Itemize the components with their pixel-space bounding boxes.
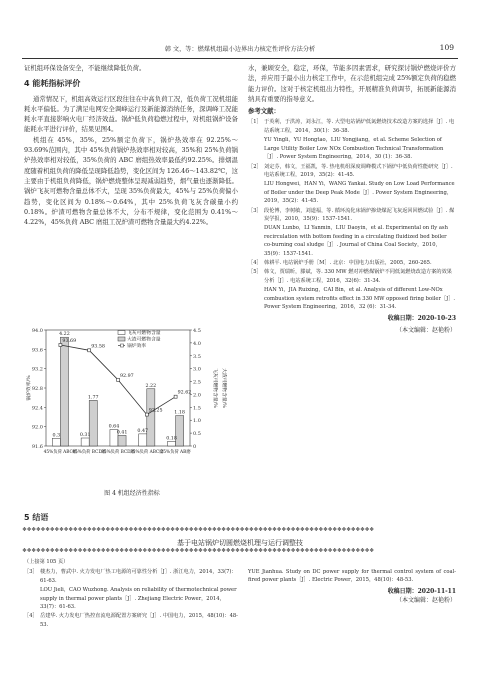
left-tick-label: 92.4: [31, 405, 43, 412]
reference-number: ［5］: [248, 269, 262, 276]
reference-text: DUAN Lunbo，LI Yanmin，LIU Daoyin，et al. Experimental on fly ash recirculation with bottom feeding in a circulating fluidized bed boiler co-burning coal sludge［J］. Journal of China Coal Society，2010，35(9)：1537-1541.: [264, 225, 448, 257]
left-tick-label: 91.6: [31, 444, 43, 450]
right-tick-label: 0: [193, 444, 197, 450]
right-tick-label: 4.5: [193, 328, 201, 334]
left-tick-label: 92.0: [31, 424, 43, 431]
header-rule: [22, 58, 458, 59]
reference-number: [248, 224, 264, 258]
figure-caption: 图 4 机组经济性指标: [104, 490, 160, 497]
left-tick-label: 92.8: [31, 386, 43, 392]
page-number: 109: [439, 43, 454, 52]
reference-item: [248, 286, 456, 311]
slag-value-label: 1.77: [87, 395, 99, 401]
slag-value-label: 4.22: [59, 332, 70, 338]
reference-text: 岳建华. 火力发电厂热控直流电源配置方案研究［J］. 中国电力，2015，48(10)：48-53.: [40, 613, 238, 628]
reference-item: [248, 118, 456, 135]
separator-top: ❖❖❖❖❖❖❖❖❖❖❖❖❖❖❖❖❖❖❖❖❖❖❖❖❖❖❖❖❖❖❖❖❖❖❖❖❖❖❖❖❖❖❖❖❖❖❖❖❖❖❖❖❖❖❖❖❖❖❖❖❖❖❖❖❖❖❖❖❖❖❖❖❖❖❖❖: [22, 527, 374, 533]
slag-bar: [89, 400, 97, 446]
efficiency-value-label: 92.62: [177, 390, 192, 396]
slag-bar: [118, 435, 126, 446]
slag-bar: [60, 337, 68, 446]
reference-item: [24, 612, 238, 629]
reference-number: [248, 180, 264, 205]
left-tick-label: 93.6: [31, 347, 43, 354]
reference-number: ［3］: [24, 569, 38, 576]
efficiency-legend-label: 锅炉效率: [127, 344, 147, 349]
right-axis-title: 飞灰可燃物含量/%: [212, 368, 217, 408]
reference-text: 韩文，贾瑞昕，滕斌，等. 330 MW 燃对冲燃煤锅炉不同低氮燃烧改造方案的效果分析［J］. 电站系统工程，2016，32(6)：31-34.: [264, 269, 452, 284]
references-list: [248, 118, 456, 311]
efficiency-value-label: 92.25: [148, 408, 163, 414]
reference-number: ［1］: [248, 119, 262, 126]
fly-ash-legend-label: 飞灰可燃物含量: [127, 331, 161, 336]
reference-item: [248, 207, 456, 224]
reference-text: 刘定芬，韩文，王福凯，等. 热电机组深度调峰模式下锅炉中低负荷性能研究［J］. 电站系统工程，2019，35(2)：41-45.: [264, 163, 453, 178]
reference-text: HAN Yi，JIA Ruixing，CAI Bin，et al. Analysis of different Low-NOx combustion system retrofits effect in 330 MW opposed firing boiler［J］. Power System Engineering，2016，32 (6)：31-34.: [264, 287, 456, 311]
reference-text: 段伦博，李树敏，刘道福，等. 循环流化床锅炉掺烧煤泥飞灰返回回燃试验［J］. 煤炭学报，2010，35(9)：1537-1541.: [264, 207, 455, 222]
left-column: [24, 63, 238, 227]
reference-item: [248, 180, 456, 205]
header-title: 韩 文，等：燃煤机组最小边界出力核定性评价方法分析: [164, 46, 316, 53]
slag-bar: [147, 389, 155, 446]
efficiency-value-label: 93.58: [91, 344, 105, 350]
fly-ash-value-label: 0.18: [166, 436, 177, 442]
slag-value-label: 2.22: [145, 383, 157, 389]
slag-legend-swatch: [118, 337, 125, 341]
right-tick-label: 3.0: [193, 366, 201, 373]
section-5-heading: 5 结语: [24, 513, 49, 522]
reference-number: ［3］: [248, 207, 262, 214]
fly-ash-bar: [52, 438, 60, 446]
fly-ash-value-label: 0.47: [137, 428, 149, 434]
continued-ref-en: YUE Jianhua. Study on DC power supply for thermal control system of coal-fired power plants［J］. Electric Power，2015，48(10)：48-53.: [248, 569, 456, 584]
right-column: [248, 63, 456, 336]
left-tick-label: 93.2: [31, 366, 43, 373]
efficiency-value-label: 92.97: [120, 373, 134, 379]
continued-left: [24, 558, 238, 630]
slag-value-label: 1.18: [174, 410, 185, 416]
reference-item: [248, 268, 456, 285]
paragraph-2: 机组在 45%，35%，25%额定负荷下，锅炉热效率在 92.25%～93.69%范围内，其中 45%负荷锅炉热效率相对较高，35%和 25%负荷锅炉热效率相对较低，35%负荷的 ABC 磨组热效率最低约92.25%。排烟温度随着机组负荷的降低呈现降低趋势，变化区间为 126.46～143.82℃，这主要由于机组负荷降低，锅炉燃烧整体呈现减弱趋势，烟气量也逐渐降低。锅炉飞灰可燃物含量总体不大，呈现 35%负荷最大，45%与 25%负荷偏小趋势，变化区间为 0.18%～0.64%，其中 25%负荷飞灰含碳量小约 0.18%。炉渣可燃物含量总体不大，分布不规律，变化范围为 0.41%～4.22%，45%负荷 ABC 磨组工况炉渣可燃物含量最大约4.22%。: [24, 135, 238, 227]
reference-item: [24, 568, 238, 585]
fly-ash-bar: [139, 434, 147, 446]
economy-index-chart: [24, 326, 240, 486]
fly-ash-bar: [81, 438, 89, 446]
continued-note: （上接第 105 页）: [24, 559, 69, 565]
reference-number: [248, 136, 264, 161]
category-label: 45%负荷 ABC磨: [43, 450, 78, 455]
reference-item: [248, 163, 456, 180]
intro-line: 证机组环保设备安全，不能继续降低负荷。: [24, 64, 146, 72]
category-label: 45%负荷 BCD磨: [72, 450, 107, 455]
fly-ash-bar: [168, 441, 176, 446]
editor-note: （本文编辑：赵艳粉）: [395, 326, 456, 334]
right-tick-label: 0.5: [193, 431, 201, 438]
reference-number: ［2］: [248, 163, 262, 170]
reference-text: LIU Hongwei，HAN Yi，WANG Yankai. Study on Low Load Performance of Boiler under the Deep Peak Mode［J］. Power System Engineering，2019，35(2)：41-45.: [264, 181, 455, 205]
running-header: [22, 42, 458, 56]
reference-number: ［4］: [248, 259, 262, 266]
reference-number: [24, 586, 40, 611]
category-label: 25%负荷 AB磨: [160, 450, 191, 455]
right-axis-title-2: 大渣可燃物含量/%: [221, 368, 226, 408]
reference-item: [24, 586, 238, 611]
efficiency-legend-marker: [121, 344, 124, 347]
right-tick-label: 4.0: [193, 340, 201, 347]
fly-ash-value-label: 0.64: [108, 424, 120, 430]
reference-item: [248, 259, 456, 267]
reference-item: [248, 224, 456, 258]
section-5: [24, 507, 238, 527]
section-4-heading: 4 能耗指标评价: [24, 79, 81, 89]
continued-received: 收稿日期：2020-11-11: [387, 587, 456, 595]
slag-legend-label: 大渣可燃物含量: [127, 337, 161, 343]
right-tick-label: 1.0: [193, 418, 201, 425]
left-axis-title: 锅炉效率/%: [27, 375, 32, 401]
left-tick-label: 94.0: [31, 328, 43, 334]
reference-text: 于英利，于洪涛，刘永江，等. 大型电站锅炉低氮燃烧技术改造方案的选择［J］. 电站系统工程，2014，30(1)：36-38.: [264, 119, 455, 134]
received-date: 收稿日期：2020-10-23: [387, 315, 456, 323]
references-heading: 参考文献：: [248, 107, 280, 116]
category-label: 35%负荷 BCD磨: [101, 450, 135, 455]
reference-number: [248, 286, 264, 311]
reference-text: LOU Jieli，CAO Wuzhong. Analysis on reliability of thermotechnical power supply in thermal power plants［J］. Zhejiang Electric Power，2014，33(7)：61-63.: [40, 587, 237, 611]
reference-text: YU Yingli，YU Hongtao，LIU Yongjiang，et al. Scheme Selection of Large Utility Boiler Low NOx Combustion Technical Transformation［J］. Power System Engineering，2014，30 (1)：36-38.: [264, 137, 444, 161]
reference-text: 楼杰力，曹武中. 火力发电厂热工电源的可靠性分析［J］. 浙江电力，2014，33(7)：61-63.: [40, 569, 237, 584]
reference-number: ［4］: [24, 613, 38, 620]
continued-editor: （本文编辑：赵艳粉）: [395, 597, 456, 605]
slag-value-label: 0.41: [116, 430, 128, 436]
reference-text: 韩耕平. 电站锅炉手册［M］. 北京：中国电力出版社，2005，260-265.: [264, 259, 432, 266]
slag-bar: [176, 416, 184, 446]
reference-item: [248, 136, 456, 161]
category-label: 35%负荷 ABC磨: [130, 450, 164, 455]
fly-ash-value-label: 0.31: [79, 433, 91, 439]
continued-right: [248, 568, 456, 606]
continued-refs: [24, 568, 238, 629]
right-tick-label: 2.0: [193, 392, 201, 399]
fly-ash-legend-swatch: [118, 331, 125, 335]
right-tick-label: 2.5: [193, 379, 201, 386]
efficiency-value-label: 93.69: [62, 338, 77, 344]
paragraph-1: 通常情况下，机组高效运行区段往往在中高负荷工况，低负荷工况机组能耗水平偏低。为了满足电网安全调峰运行及新能源消纳任务，深调峰工况能耗水平直接影响火电厂经济效益。锅炉低负荷稳燃过程中，对机组锅炉设备能耗水平进行评价，结果见图4。: [24, 94, 238, 134]
right-tick-label: 3.5: [193, 353, 201, 360]
fly-ash-value-label: 0.3: [52, 433, 61, 439]
right-tick-label: 1.5: [193, 405, 201, 412]
separator-bottom: ❖❖❖❖❖❖❖❖❖❖❖❖❖❖❖❖❖❖❖❖❖❖❖❖❖❖❖❖❖❖❖❖❖❖❖❖❖❖❖❖❖❖❖❖❖❖❖❖❖❖❖❖❖❖❖❖❖❖❖❖❖❖❖❖❖❖❖❖❖❖❖❖❖❖❖❖: [22, 548, 374, 554]
conclusion-paragraph: 水，兼顾安全，稳定，环保，节能多因素需求，研究探讨锅炉燃烧评价方法，并应用于最小出力核定工作中，在示范机组完成 25%额定负荷的稳燃能力评价。这对于核定机组出力特性，开展精准负荷调节，拓展新能源消纳具有重要的指导意义。: [248, 64, 456, 103]
related-article-title: 基于电站锅炉切圆燃烧机理与运行调整技: [177, 539, 303, 547]
